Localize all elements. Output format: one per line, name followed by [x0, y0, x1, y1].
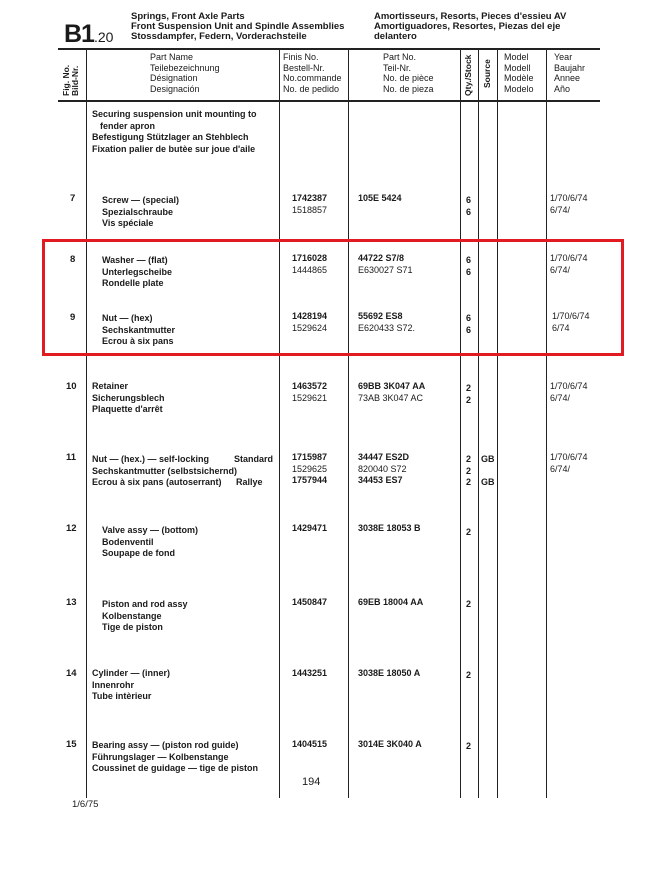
- name-de: Sechskantmutter (selbstsichernd): [92, 465, 238, 476]
- name-de: Sechskantmutter: [102, 324, 176, 335]
- header-text: Year: [554, 52, 573, 62]
- qty-value: 6: [466, 313, 472, 323]
- title-line: Stossdampfer, Federn, Vorderachsteile: [131, 31, 307, 42]
- title-english-german: [131, 12, 344, 42]
- title-line: Amortisseurs, Resorts, Pieces d'essieu AV: [374, 11, 567, 22]
- qty: [466, 741, 471, 753]
- name-fr: Vis spéciale: [102, 218, 154, 228]
- finis-value: 1428194: [292, 311, 328, 321]
- header-part-name: [150, 52, 220, 94]
- finis-value: 1716028: [292, 253, 328, 263]
- finis-value: 1529625: [292, 463, 328, 474]
- finis-no: [292, 668, 327, 680]
- fig-number: 15: [66, 739, 77, 750]
- qty-value: 6: [466, 255, 472, 265]
- header-text: Part Name: [150, 52, 194, 62]
- year-value: 6/74/: [550, 392, 571, 403]
- qty: [466, 599, 471, 611]
- qty: [466, 527, 471, 539]
- header-text: Teil-Nr.: [383, 62, 412, 73]
- header-text: Bestell-Nr.: [283, 62, 325, 73]
- qty: [466, 670, 471, 682]
- year-value: 1/70/6/74: [550, 253, 588, 263]
- part-value: 3014E 3K040 A: [358, 739, 422, 749]
- qty-value: 2: [466, 741, 472, 751]
- name-en: Piston and rod assy: [102, 599, 188, 609]
- part-no: [358, 668, 420, 680]
- name-en: Cylinder — (inner): [92, 668, 171, 678]
- part-value: 34447 ES2D: [358, 452, 410, 462]
- title-line: delantero: [374, 31, 417, 42]
- name-de: Kolbenstange: [102, 610, 162, 621]
- part-no: [358, 452, 409, 487]
- variant-labels: [234, 454, 273, 489]
- name-fr: Rondelle plate: [102, 278, 164, 288]
- name-en: Washer — (flat): [102, 255, 168, 265]
- part-value: 69EB 18004 AA: [358, 597, 424, 607]
- header-text: Baujahr: [554, 62, 586, 73]
- qty-value: 6: [466, 195, 472, 205]
- qty: [466, 195, 471, 218]
- header-finis-no: [283, 52, 342, 94]
- header-text: Annee: [554, 73, 581, 83]
- part-value: E630027 S71: [358, 264, 413, 275]
- finis-value: 1463572: [292, 381, 328, 391]
- year-value: 1/70/6/74: [550, 193, 588, 203]
- header-text: No. de pieza: [383, 83, 434, 94]
- name-fr: Ecrou à six pans (autoserrant): [92, 477, 222, 487]
- variant-label: [234, 466, 273, 478]
- finis-value: 1757944: [292, 475, 328, 485]
- finis-value: 1450847: [292, 597, 328, 607]
- col-divider: [478, 48, 479, 798]
- fig-number: 13: [66, 597, 77, 608]
- part-value: 3038E 18050 A: [358, 668, 421, 678]
- qty-value: 2: [466, 394, 472, 405]
- col-divider: [460, 48, 461, 798]
- part-name: [92, 740, 258, 775]
- finis-value: 1443251: [292, 668, 328, 678]
- fig-number: 7: [70, 193, 76, 204]
- name-en: Retainer: [92, 381, 129, 391]
- section-code-main: B1: [64, 20, 94, 48]
- finis-no: [292, 452, 327, 487]
- name-de: Unterlegscheibe: [102, 266, 173, 277]
- header-text: Désignation: [150, 73, 198, 83]
- page-number: 194: [302, 776, 321, 788]
- qty-value: 2: [466, 465, 472, 476]
- part-name: [92, 454, 237, 489]
- header-text: No. de pedido: [283, 83, 340, 94]
- header-qty-stock: Qty./Stock: [463, 54, 473, 96]
- name-en: Valve assy — (bottom): [102, 525, 199, 535]
- header-bottom-rule: [58, 100, 600, 102]
- finis-no: [292, 597, 327, 609]
- fig-number: 11: [66, 452, 77, 463]
- name-de: Spezialschraube: [102, 206, 174, 217]
- header-text: Año: [554, 83, 571, 94]
- qty-value: 6: [466, 266, 472, 277]
- name-de: Innenrohr: [92, 679, 134, 690]
- part-value: E620433 S72.: [358, 322, 416, 333]
- qty-value: 2: [466, 383, 472, 393]
- name-en: Nut — (hex.) — self-locking: [92, 454, 210, 464]
- header-fig-no-en: Fig. No.: [61, 64, 71, 96]
- year-value: 1/70/6/74: [552, 311, 590, 321]
- name-en: Nut — (hex): [102, 313, 153, 323]
- part-name: [92, 668, 170, 703]
- header-text: Model: [504, 52, 529, 62]
- year: [550, 381, 588, 404]
- finis-value: 1529621: [292, 392, 328, 403]
- finis-value: 1429471: [292, 523, 328, 533]
- part-name: [102, 599, 188, 634]
- header-text: Modell: [504, 62, 531, 73]
- part-no: [358, 193, 402, 205]
- highlight-box: [42, 239, 624, 356]
- finis-no: [292, 739, 327, 751]
- header-fig-no: [62, 65, 80, 96]
- title-french-spanish: [374, 12, 566, 42]
- finis-no: [292, 523, 327, 535]
- part-value: 34453 ES7: [358, 475, 403, 485]
- part-no: [358, 597, 423, 609]
- qty: [466, 383, 471, 406]
- name-en: Screw — (special): [102, 195, 180, 205]
- part-name: [92, 381, 165, 416]
- variant-label: Rallye: [236, 477, 263, 487]
- header-text: No.commande: [283, 73, 342, 83]
- part-value: 44722 S7/8: [358, 253, 405, 263]
- col-divider: [497, 48, 498, 798]
- name-en: Bearing assy — (piston rod guide): [92, 740, 239, 750]
- intro-line: fender apron: [100, 120, 156, 131]
- intro-line: Securing suspension unit mounting to: [92, 109, 257, 119]
- part-no: [358, 739, 422, 751]
- year-value: 6/74: [552, 322, 570, 333]
- name-fr: Tube intèrieur: [92, 691, 152, 701]
- intro-line: Befestigung Stützlager an Stehblech: [92, 132, 249, 142]
- part-value: 55692 ES8: [358, 311, 403, 321]
- header-part-no: [383, 52, 434, 94]
- year-value: 6/74/: [550, 204, 571, 215]
- col-divider: [279, 48, 280, 798]
- header-fig-no-de: Bild-Nr.: [70, 65, 80, 96]
- header-text: No. de pièce: [383, 73, 434, 83]
- title-line: Springs, Front Axle Parts: [131, 11, 245, 22]
- year-value: 1/70/6/74: [550, 452, 588, 462]
- col-divider: [86, 48, 87, 798]
- finis-value: 1404515: [292, 739, 328, 749]
- header-text: Designación: [150, 83, 200, 94]
- fig-number: 10: [66, 381, 77, 392]
- intro-line: Fixation palier de butèe sur joue d'aile: [92, 143, 256, 154]
- header-model: [504, 52, 534, 94]
- part-value: 3038E 18053 B: [358, 523, 421, 533]
- part-no: [358, 381, 425, 404]
- year: [550, 193, 588, 216]
- header-text: Modelo: [504, 83, 534, 94]
- finis-value: 1529624: [292, 322, 328, 333]
- variant-label: Standard: [234, 454, 274, 464]
- header-text: Part No.: [383, 52, 417, 62]
- table-top-rule: [58, 48, 600, 50]
- fig-number: 9: [70, 312, 76, 323]
- source: [481, 454, 495, 489]
- finis-value: 1742387: [292, 193, 328, 203]
- qty-value: 6: [466, 324, 472, 335]
- qty-value: 6: [466, 206, 472, 217]
- print-date: 1/6/75: [72, 799, 99, 810]
- year: [550, 452, 588, 475]
- name-de: Sicherungsblech: [92, 392, 165, 403]
- fig-number: 14: [66, 668, 77, 679]
- col-divider: [348, 48, 349, 798]
- qty-value: 2: [466, 670, 472, 680]
- year-value: 1/70/6/74: [550, 381, 588, 391]
- part-value: 820040 S72: [358, 463, 407, 474]
- year-value: 6/74/: [550, 463, 571, 474]
- name-fr: Plaquette d'arrêt: [92, 404, 163, 414]
- name-fr: Coussinet de guidage — tige de piston: [92, 763, 259, 773]
- fig-number: 8: [70, 254, 76, 265]
- fig-number: 12: [66, 523, 77, 534]
- source-value: GB: [481, 454, 495, 464]
- col-divider: [546, 48, 547, 798]
- name-fr: Soupape de fond: [102, 548, 175, 558]
- finis-value: 1715987: [292, 452, 328, 462]
- section-code-suffix: .20: [93, 29, 114, 45]
- name-de: Bodenventil: [102, 536, 154, 547]
- qty-value: 2: [466, 599, 472, 609]
- name-fr: Ecrou à six pans: [102, 336, 174, 346]
- part-name: [102, 525, 198, 560]
- finis-no: [292, 381, 327, 404]
- part-value: 69BB 3K047 AA: [358, 381, 426, 391]
- name-de: Führungslager — Kolbenstange: [92, 751, 229, 762]
- intro-text: [92, 109, 257, 155]
- title-line: Amortiguadores, Resortes, Piezas del eje: [374, 21, 561, 32]
- qty-value: 2: [466, 454, 472, 464]
- header-text: Finis No.: [283, 52, 319, 62]
- part-value: 73AB 3K047 AC: [358, 392, 424, 403]
- name-fr: Tige de piston: [102, 622, 163, 632]
- finis-value: 1518857: [292, 204, 328, 215]
- part-no: [358, 523, 421, 535]
- title-line: Front Suspension Unit and Spindle Assemblies: [131, 21, 345, 32]
- year-value: 6/74/: [550, 264, 571, 275]
- header-source: Source: [482, 59, 492, 88]
- source-value: GB: [481, 477, 495, 487]
- source-value: [481, 466, 495, 478]
- header-year: [554, 52, 585, 94]
- finis-value: 1444865: [292, 264, 328, 275]
- part-name: [102, 195, 179, 230]
- header-text: Modèle: [504, 73, 534, 83]
- header-text: Teilebezeichnung: [150, 62, 220, 73]
- section-code: [64, 20, 113, 49]
- qty: [466, 454, 471, 489]
- finis-no: [292, 193, 327, 216]
- qty-value: 2: [466, 527, 472, 537]
- qty-value: 2: [466, 477, 472, 487]
- part-value: 105E 5424: [358, 193, 402, 203]
